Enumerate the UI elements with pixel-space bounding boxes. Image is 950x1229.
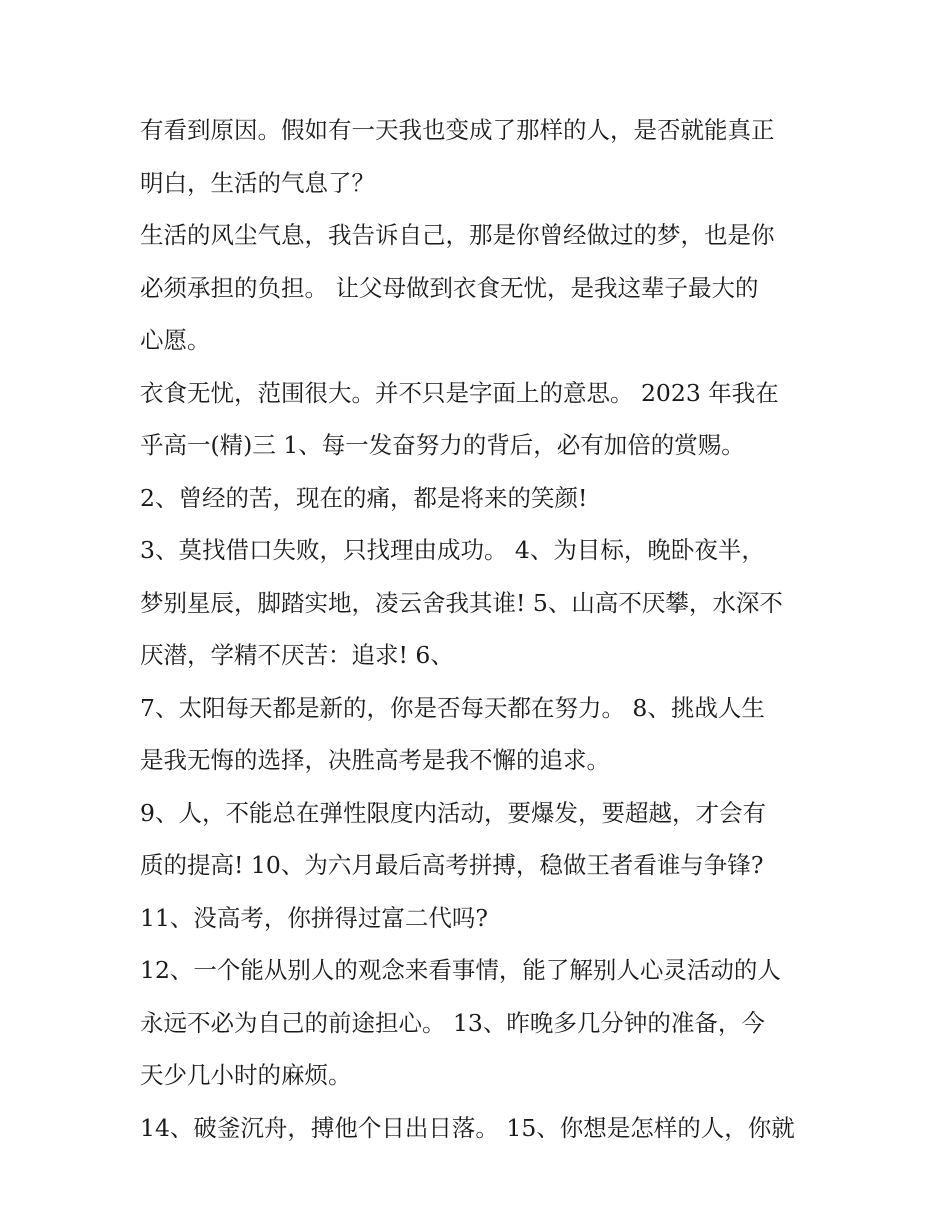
text-line: 是我无悔的选择，决胜高考是我不懈的追求。 [140,746,610,774]
text-line: 必须承担的负担。 让父母做到衣食无忧，是我这辈子最大的 [140,273,759,302]
text-line: 明白，生活的气息了？ [140,168,375,197]
text-line: 厌潜，学精不厌苦：追求! 6、 [140,641,454,669]
text-line: 14、破釜沉舟，搏他个日出日落。 15、你想是怎样的人，你就 [140,1113,795,1142]
text-line: 11、没高考，你拼得过富二代吗? [140,903,489,932]
text-line: 2、曾经的苦，现在的痛，都是将来的笑颜! [140,483,588,512]
text-line: 永远不必为自己的前途担心。 13、昨晚多几分钟的准备，今 [140,1008,765,1037]
text-line: 9、人，不能总在弹性限度内活动，要爆发，要超越，才会有 [140,798,766,827]
text-line: 有看到原因。假如有一天我也变成了那样的人，是否就能真正 [140,116,775,144]
text-line: 生活的风尘气息，我告诉自己，那是你曾经做过的梦，也是你 [140,221,775,249]
text-line: 衣食无忧，范围很大。并不只是字面上的意思。 2023 年我在 [140,378,779,407]
document-body [140,104,820,1154]
text-line: 3、莫找借口失败，只找理由成功。 4、为目标，晚卧夜半， [140,536,765,564]
text-line: 梦别星辰，脚踏实地，凌云舍我其谁! 5、山高不厌攀，水深不 [140,588,783,617]
text-line: 乎高一(精)三 1、每一发奋努力的背后，必有加倍的赏赐。 [140,431,745,459]
text-line: 12、一个能从别人的观念来看事情，能了解别人心灵活动的人 [140,956,781,984]
text-line: 心愿。 [140,326,211,354]
text-line: 质的提高! 10、为六月最后高考拼搏，稳做王者看谁与争锋? [140,851,764,879]
text-line: 7、太阳每天都是新的，你是否每天都在努力。 8、挑战人生 [140,693,765,722]
text-line: 天少几小时的麻烦。 [140,1061,352,1089]
